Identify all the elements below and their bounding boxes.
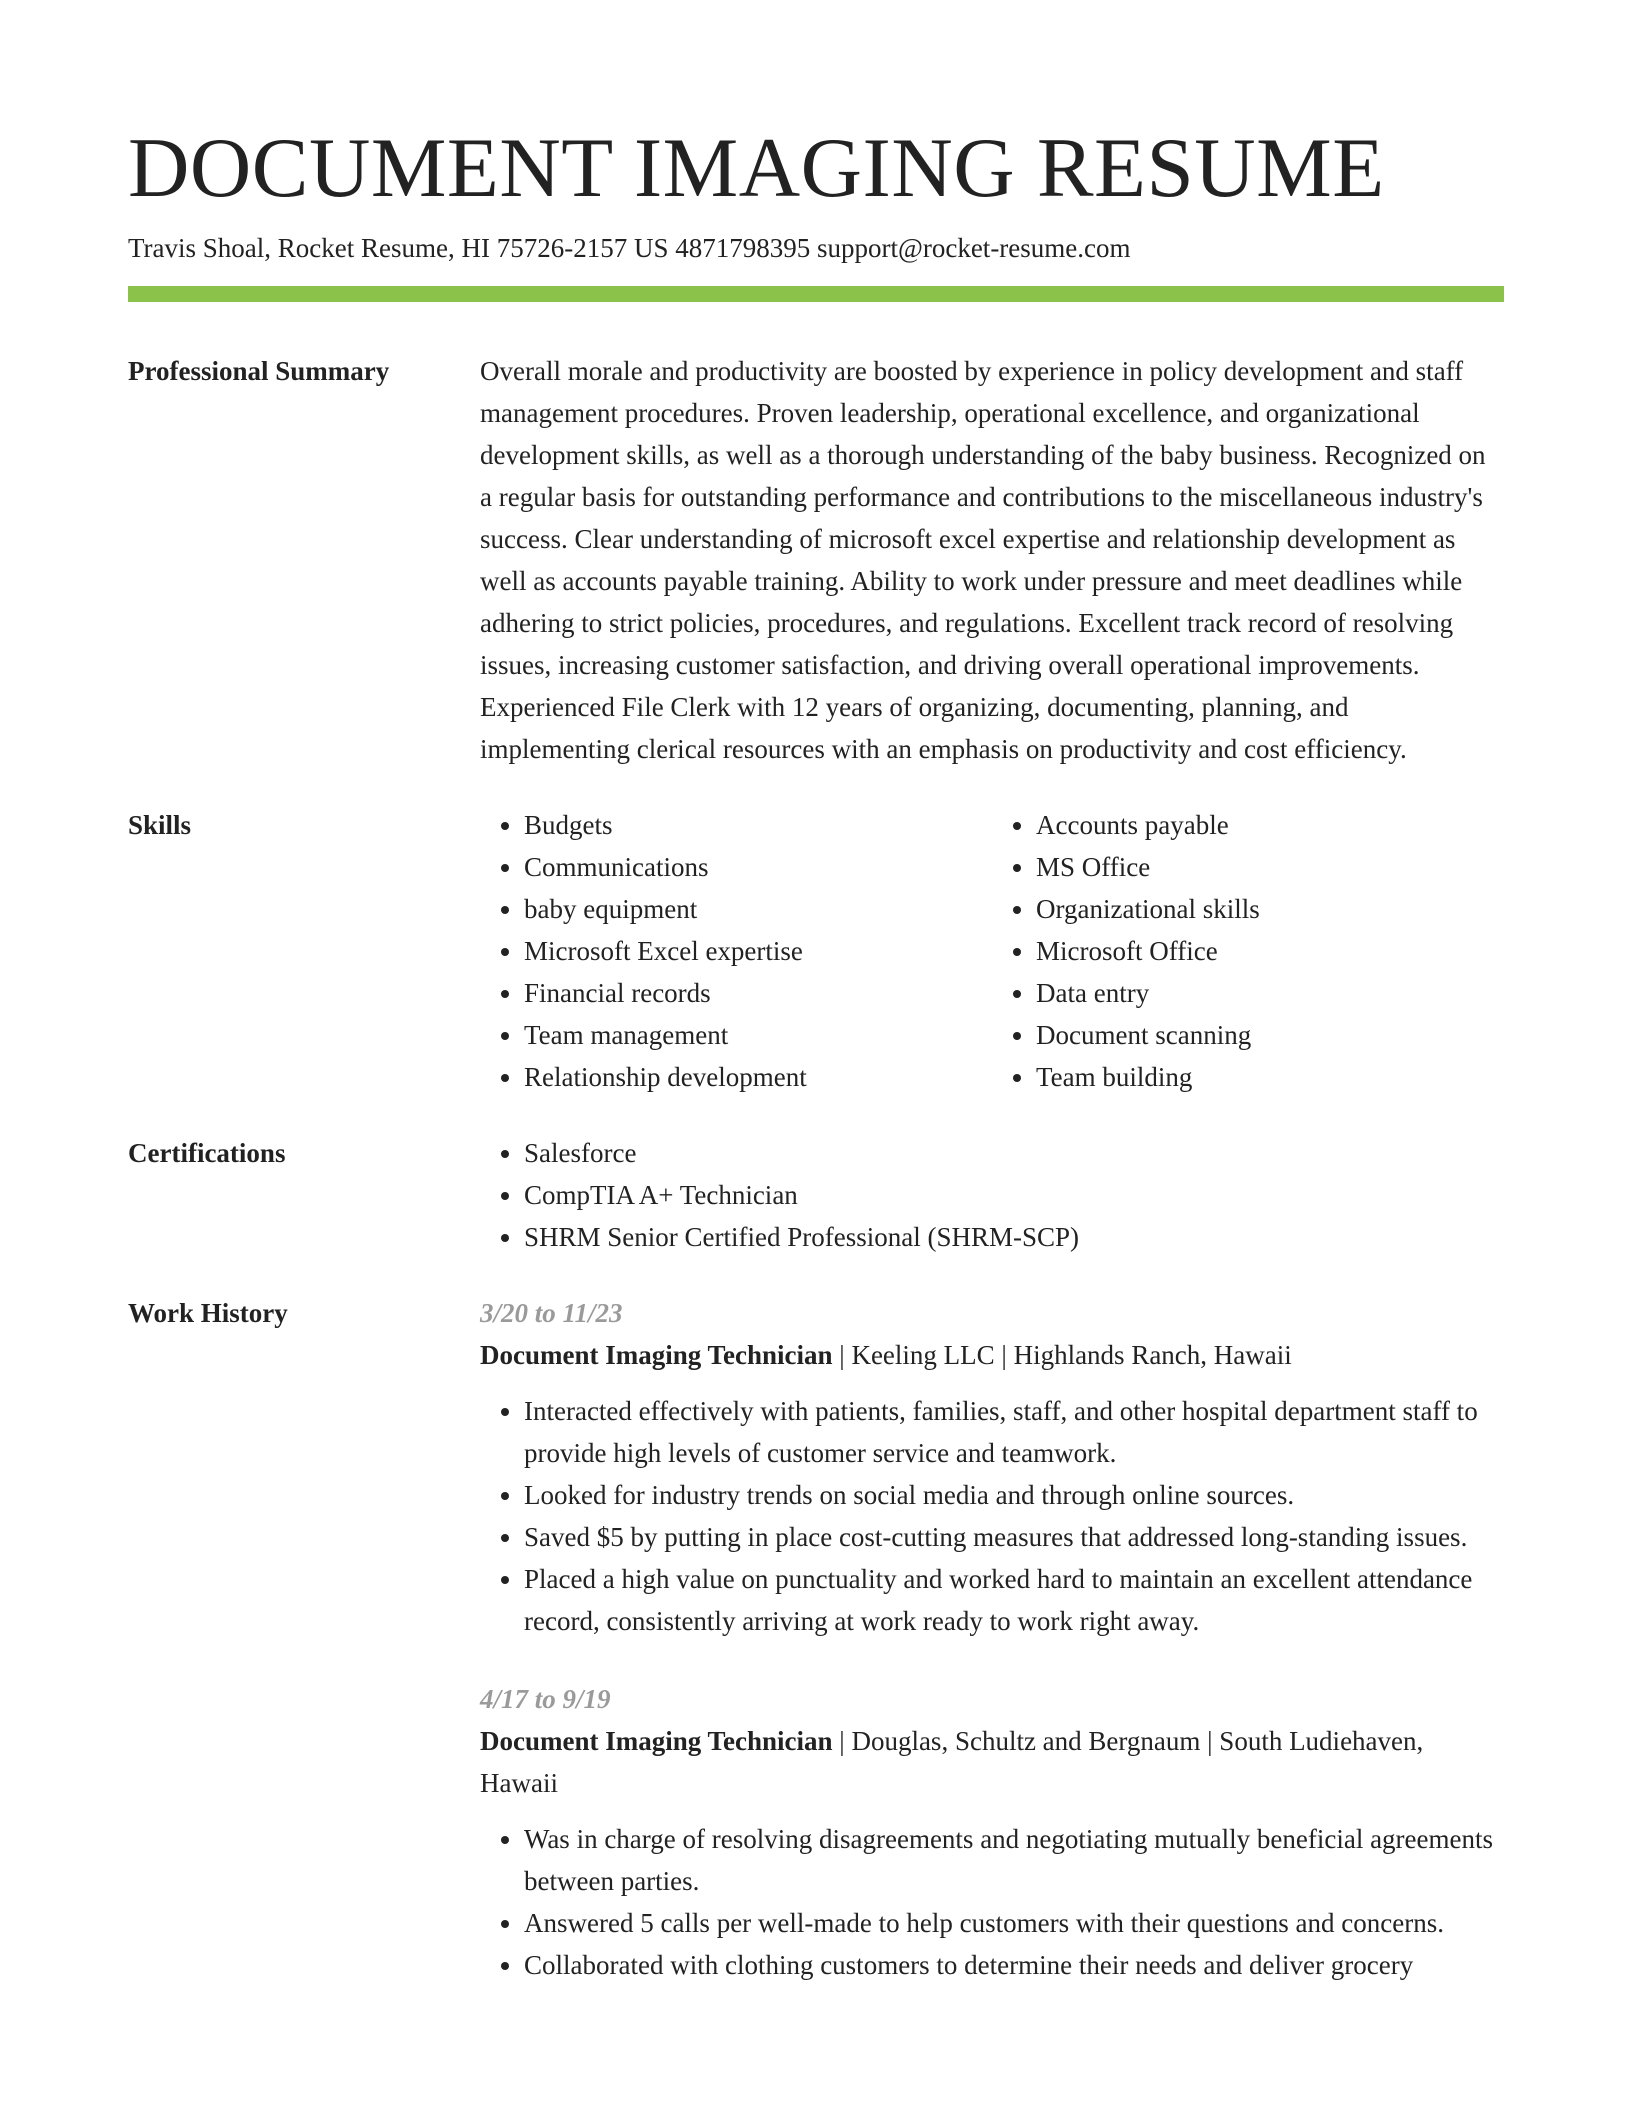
certifications-body [480,1132,1504,1258]
skill-item: • Microsoft Excel expertise [524,930,992,972]
skills-section [128,804,1504,1098]
job-bullet: • Was in charge of resolving disagreements and negotiating mutually beneficial agreements between parties. [524,1818,1504,1902]
job-entry [480,1292,1504,1642]
skill-item: • Organizational skills [1036,888,1504,930]
skill-item: • Team building [1036,1056,1504,1098]
skill-item: • MS Office [1036,846,1504,888]
job-entry [480,1678,1504,1986]
job-dates: 4/17 to 9/19 [480,1684,611,1714]
job-dates: 3/20 to 11/23 [480,1298,623,1328]
skills-column-left [480,804,992,1098]
certification-item: • SHRM Senior Certified Professional (SHRM-SCP) [524,1216,1504,1258]
skill-item: • Budgets [524,804,992,846]
skills-body [480,804,1504,1098]
skill-item: • Relationship development [524,1056,992,1098]
job-bullet: • Saved $5 by putting in place cost-cutting measures that addressed long-standing issues. [524,1516,1504,1558]
job-title: Document Imaging Technician [480,1340,833,1370]
skill-item: • Financial records [524,972,992,1014]
skill-item: • Microsoft Office [1036,930,1504,972]
job-bullet: • Collaborated with clothing customers to determine their needs and deliver grocery [524,1944,1504,1986]
summary-body [480,350,1504,770]
work-history-body [480,1292,1504,2022]
skills-label: Skills [128,810,192,840]
job-details: | Douglas, Schultz and Bergnaum | South Ludiehaven, Hawaii [480,1726,1424,1798]
resume-header [128,118,1504,266]
skill-item: • Document scanning [1036,1014,1504,1056]
job-title-line [480,1334,1504,1376]
job-bullets [480,1390,1504,1642]
job-bullet: • Answered 5 calls per well-made to help customers with their questions and concerns. [524,1902,1504,1944]
certification-item: • Salesforce [524,1132,1504,1174]
summary-section [128,350,1504,770]
job-details: | Keeling LLC | Highlands Ranch, Hawaii [832,1340,1292,1370]
accent-divider [128,286,1504,302]
certification-item: • CompTIA A+ Technician [524,1174,1504,1216]
certifications-section [128,1132,1504,1258]
job-bullet: • Looked for industry trends on social media and through online sources. [524,1474,1504,1516]
certifications-label: Certifications [128,1138,286,1168]
contact-line: Travis Shoal, Rocket Resume, HI 75726-2157 US 4871798395 support@rocket-resume.com [128,233,1131,263]
job-title-line [480,1720,1504,1804]
skill-item: • baby equipment [524,888,992,930]
resume-content [128,350,1504,2056]
job-bullet: • Interacted effectively with patients, families, staff, and other hospital department staff to provide high levels of customer service and teamwork. [524,1390,1504,1474]
job-title: Document Imaging Technician [480,1726,833,1756]
skill-item: • Communications [524,846,992,888]
certifications-list [480,1132,1504,1258]
job-bullets [480,1818,1504,1986]
skills-grid [480,804,1504,1098]
skill-item: • Team management [524,1014,992,1056]
work-history-label: Work History [128,1298,288,1328]
skill-item: • Data entry [1036,972,1504,1014]
summary-text: Overall morale and productivity are boosted by experience in policy development and staff management procedures. Proven leadership, operational excellence, and organizational development skills, as well as a thorough understanding of the baby business. Recognized on a regular basis for outstanding performance and contributions to the miscellaneous industry's success. Clear understanding of microsoft excel expertise and relationship development as well as accounts payable training. Ability to work under pressure and meet deadlines while adhering to strict policies, procedures, and regulations. Excellent track record of resolving issues, increasing customer satisfaction, and driving overall operational improvements. Experienced File Clerk with 12 years of organizing, documenting, planning, and implementing clerical resources with an emphasis on productivity and cost efficiency. [480,356,1486,764]
skills-column-right [992,804,1504,1098]
job-bullet: • Placed a high value on punctuality and worked hard to maintain an excellent attendance record, consistently arriving at work ready to work right away. [524,1558,1504,1642]
skill-item: • Accounts payable [1036,804,1504,846]
work-history-section [128,1292,1504,2022]
summary-label: Professional Summary [128,356,390,386]
resume-title: DOCUMENT IMAGING RESUME [128,121,1385,215]
